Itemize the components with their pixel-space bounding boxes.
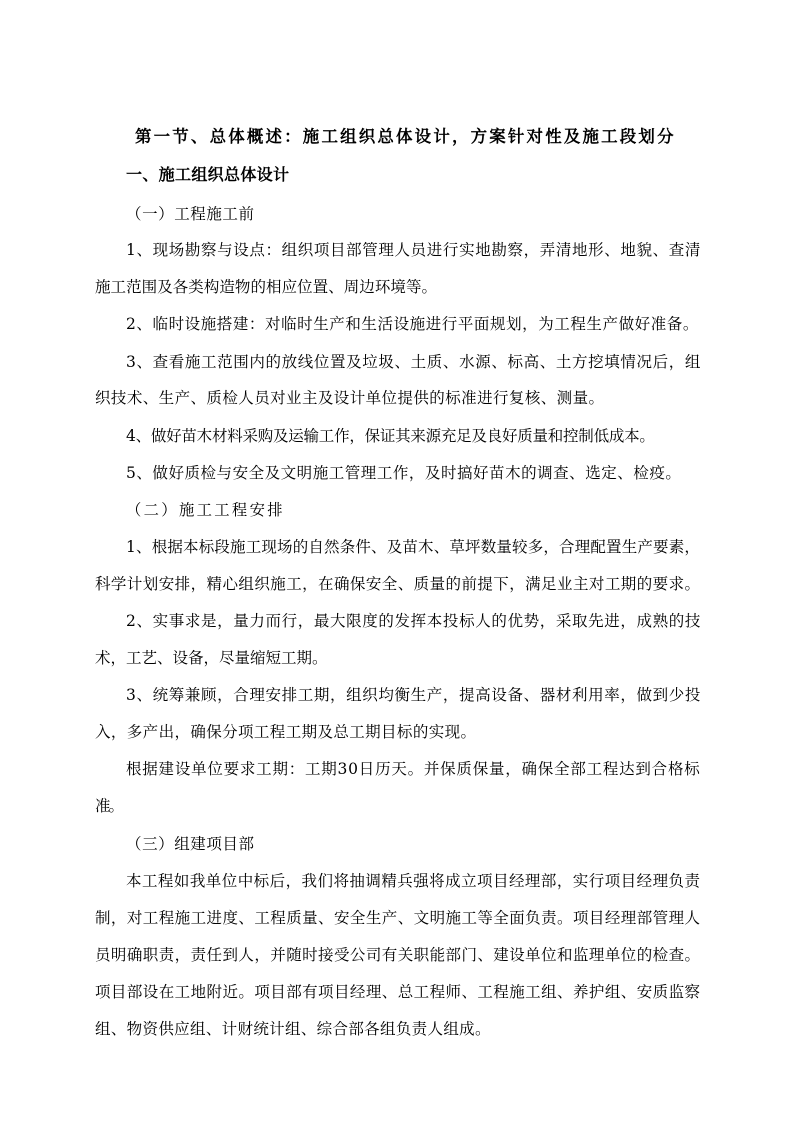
paragraph-line: 项目部设在工地附近。项目部有项目经理、总工程师、工程施工组、养护组、安质监察 (95, 983, 701, 1001)
paragraph-line: 5、做好质检与安全及文明施工管理工作，及时搞好苗木的调查、选定、检疫。 (126, 464, 682, 482)
paragraph-line: 根据建设单位要求工期：工期30日历天。并保质保量，确保全部工程达到合格标 (126, 760, 701, 778)
paragraph-line: 制，对工程施工进度、工程质量、安全生产、文明施工等全面负责。项目经理部管理人 (95, 909, 701, 927)
paragraph-line: 员明确职责，责任到人，并随时接受公司有关职能部门、建设单位和监理单位的检查。 (95, 946, 701, 964)
paragraph-line: 3、查看施工范围内的放线位置及垃圾、土质、水源、标高、土方挖填情况后，组 (126, 353, 701, 371)
paragraph-line: 入，多产出，确保分项工程工期及总工期目标的实现。 (95, 723, 477, 741)
paragraph-line: 本工程如我单位中标后，我们将抽调精兵强将成立项目经理部，实行项目经理负责 (126, 872, 701, 890)
paragraph-line: 准。 (95, 797, 123, 815)
paragraph-line: 2、实事求是，量力而行，最大限度的发挥本投标人的优势，采取先进，成熟的技 (126, 612, 701, 630)
paragraph-line: 1、现场勘察与设点：组织项目部管理人员进行实地勘察，弄清地形、地貌、查清 (126, 241, 701, 259)
subsection-heading: （一）工程施工前 (126, 205, 255, 223)
paragraph-line: 2、临时设施搭建：对临时生产和生活设施进行平面规划，为工程生产做好准备。 (126, 315, 699, 333)
paragraph-line: 组、物资供应组、计财统计组、综合部各组负责人组成。 (95, 1020, 491, 1038)
paragraph-line: 1、根据本标段施工现场的自然条件、及苗木、草坪数量较多，合理配置生产要素， (126, 538, 701, 556)
document-title: 第一节、总体概述：施工组织总体设计，方案针对性及施工段划分 (135, 127, 676, 146)
subsection-heading: （二）施工工程安排 (126, 501, 285, 519)
paragraph-line: 3、统筹兼顾，合理安排工期，组织均衡生产，提高设备、器材利用率，做到少投 (126, 686, 701, 704)
paragraph-line: 4、做好苗木材料采购及运输工作，保证其来源充足及良好质量和控制低成本。 (126, 427, 655, 445)
paragraph-line: 科学计划安排，精心组织施工，在确保安全、质量的前提下，满足业主对工期的要求。 (95, 575, 701, 593)
subsection-heading: （三）组建项目部 (126, 835, 255, 853)
section-heading: 一、施工组织总体设计 (126, 165, 290, 184)
paragraph-line: 施工范围及各类构造物的相应位置、周边环境等。 (95, 278, 438, 296)
paragraph-line: 织技术、生产、质检人员对业主及设计单位提供的标准进行复核、测量。 (95, 389, 605, 407)
paragraph-line: 术，工艺、设备，尽量缩短工期。 (95, 649, 328, 667)
